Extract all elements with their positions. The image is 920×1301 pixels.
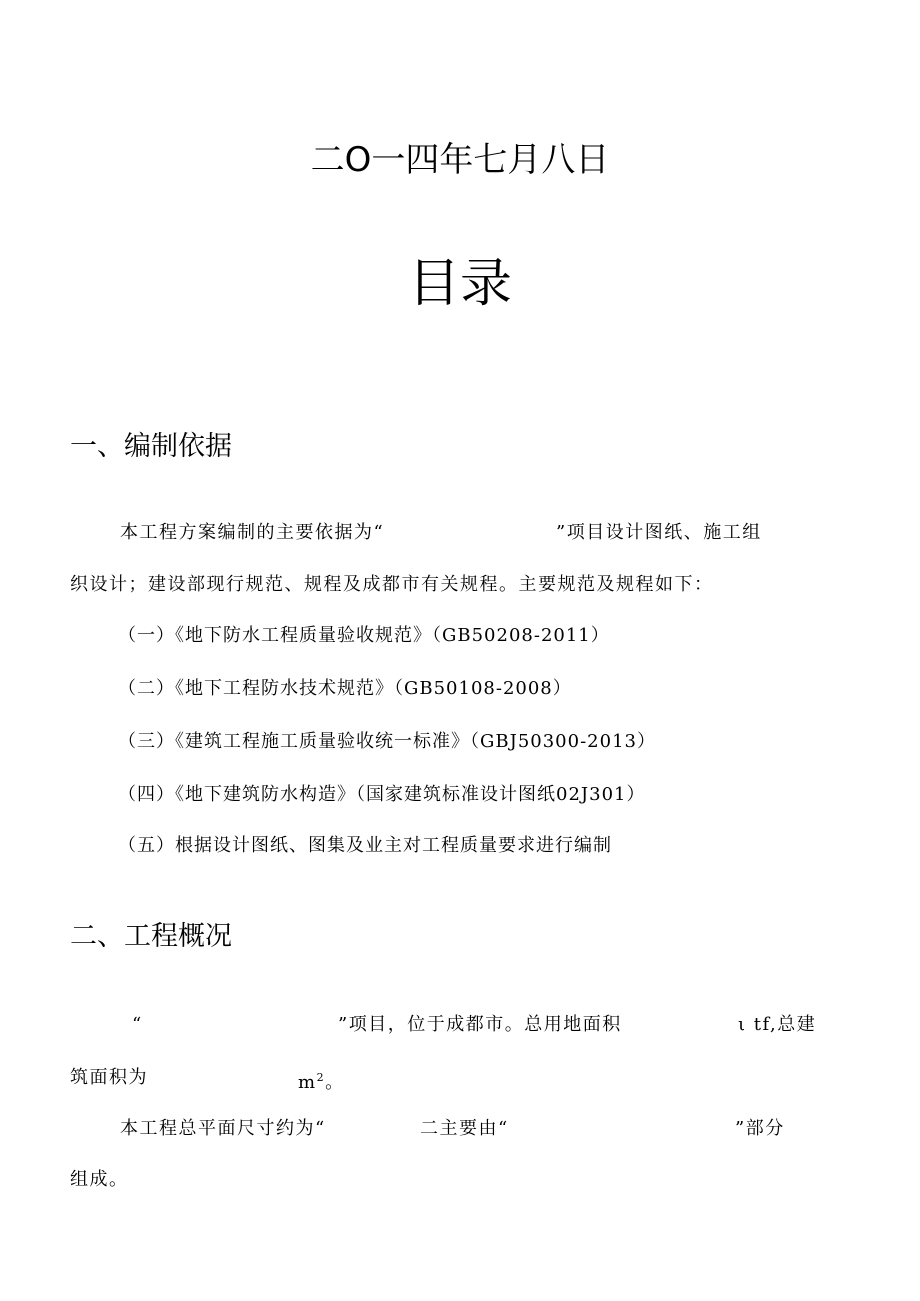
section-1-intro-line-2: 织设计；建设部现行规范、规程及成都市有关规程。主要规范及规程如下： (70, 574, 714, 595)
document-date: 二O一四年七月八日 (310, 140, 610, 180)
section-2-p3-part-a: 本工程总平面尺寸约为“ (120, 1118, 326, 1139)
section-2-p1-part-b: ι tf,总建 (738, 1014, 817, 1035)
section-1-heading: 一、编制依据 (70, 431, 232, 462)
section-2-p4: 组成。 (70, 1169, 129, 1190)
area-unit-exponent: 2 (316, 1071, 326, 1084)
area-unit: m (298, 1072, 317, 1093)
section-1-intro-part-b: ”项目设计图纸、施工组 (556, 522, 762, 543)
standard-item-5: （五）根据设计图纸、图集及业主对工程质量要求进行编制 (118, 835, 612, 856)
section-2-p2-unit (298, 1066, 345, 1095)
section-2-p3-part-c: ”部分 (735, 1118, 785, 1139)
section-2-p1-part-a: ”项目，位于成都市。总用地面积 (338, 1014, 622, 1035)
section-1-intro-part-a: 本工程方案编制的主要依据为“ (120, 522, 385, 543)
toc-title: 目录 (407, 254, 512, 314)
section-2-p2-label: 筑面积为 (70, 1067, 148, 1088)
section-2-p1-open-quote: “ (132, 1014, 143, 1035)
standard-item-1: （一）《地下防水工程质量验收规范》（GB50208-2011） (118, 625, 610, 646)
section-2-heading: 二、工程概况 (70, 921, 232, 952)
standard-item-2: （二）《地下工程防水技术规范》（GB50108-2008） (118, 678, 572, 699)
standard-item-3: （三）《建筑工程施工质量验收统一标准》（GBJ50300-2013） (118, 731, 656, 752)
area-unit-end: 。 (325, 1072, 345, 1093)
section-2-p3-part-b: 二主要由“ (420, 1118, 509, 1139)
standard-item-4: （四）《地下建筑防水构造》（国家建筑标准设计图纸02J301） (118, 784, 646, 805)
